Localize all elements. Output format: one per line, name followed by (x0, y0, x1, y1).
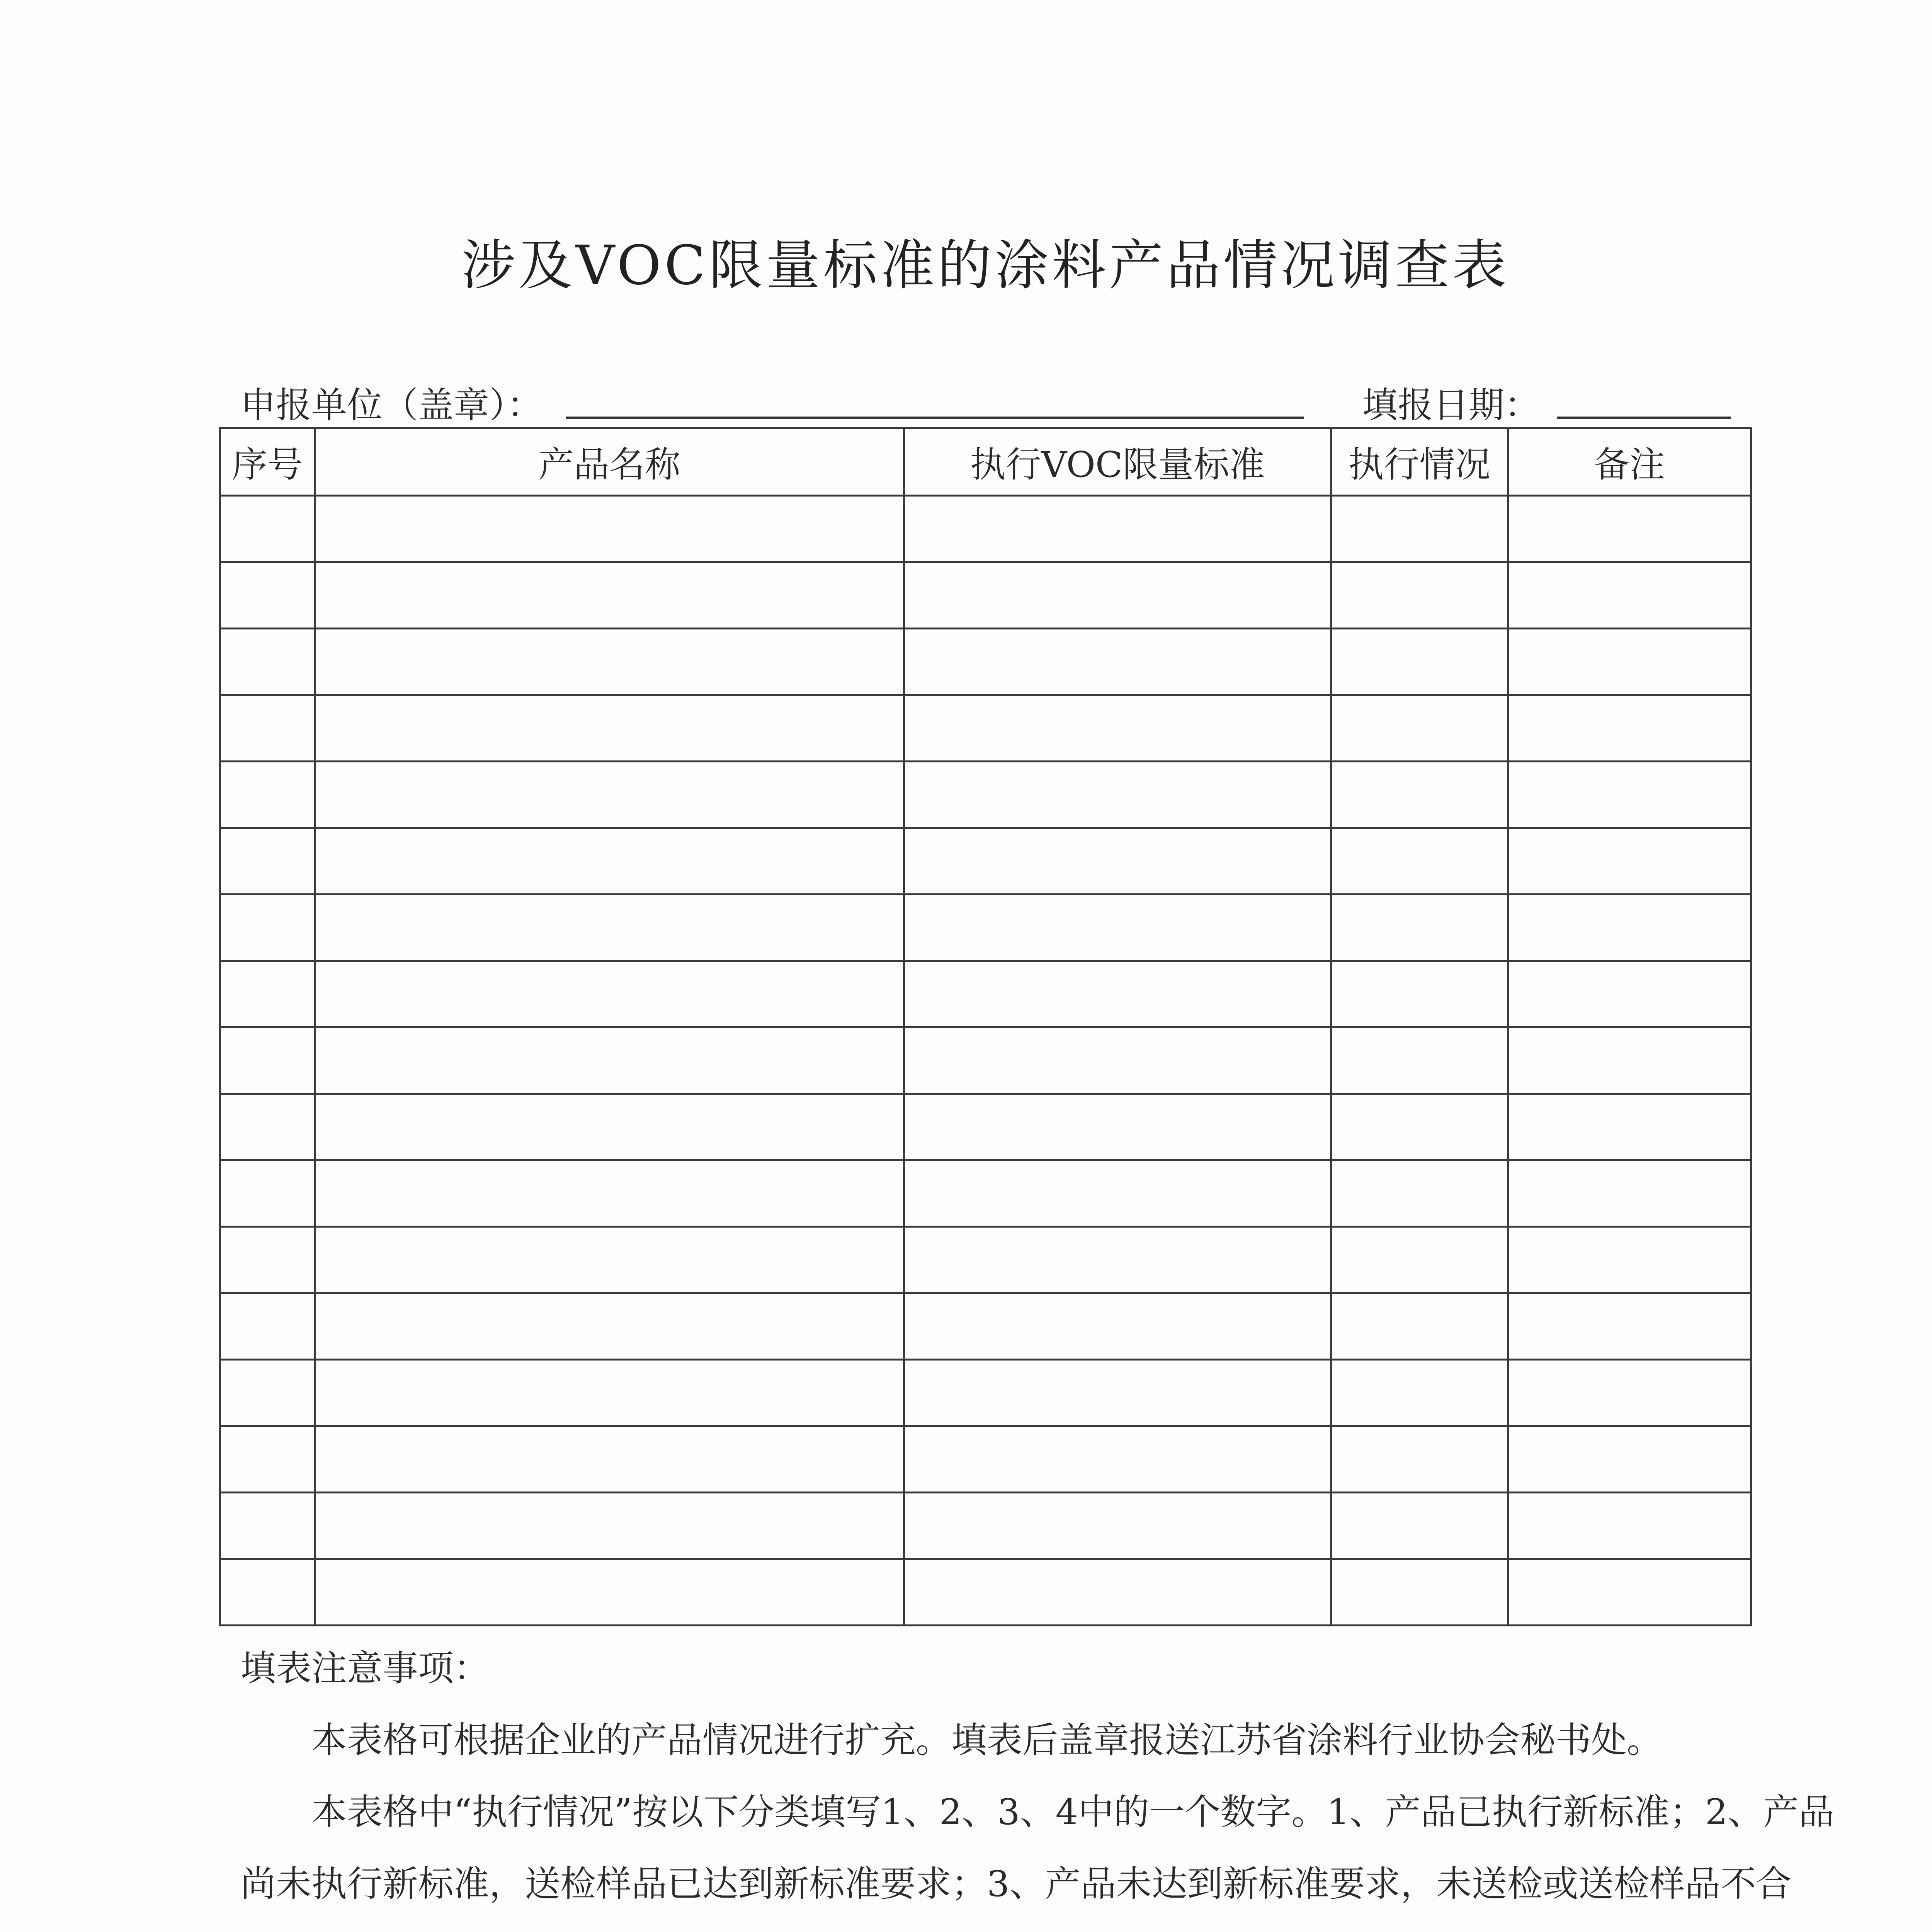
voc-standard-cell[interactable] (904, 1493, 1331, 1559)
remarks-cell[interactable] (1508, 562, 1751, 629)
serial-cell[interactable] (220, 1227, 315, 1293)
voc-standard-cell[interactable] (904, 1227, 1331, 1293)
serial-cell[interactable] (220, 1360, 315, 1426)
serial-cell[interactable] (220, 895, 315, 961)
remarks-cell[interactable] (1508, 762, 1751, 828)
voc-standard-cell[interactable] (904, 1426, 1331, 1493)
status-cell[interactable] (1331, 762, 1508, 828)
reporting-unit-line (566, 417, 1304, 419)
status-cell[interactable] (1331, 895, 1508, 961)
serial-cell[interactable] (220, 1493, 315, 1559)
product-name-cell[interactable] (315, 828, 904, 895)
status-cell[interactable] (1331, 496, 1508, 562)
voc-standard-cell[interactable] (904, 496, 1331, 562)
table-row (220, 961, 1751, 1027)
serial-cell[interactable] (220, 961, 315, 1027)
voc-standard-cell[interactable] (904, 1360, 1331, 1426)
remarks-cell[interactable] (1508, 1426, 1751, 1493)
product-name-cell[interactable] (315, 1559, 904, 1626)
serial-cell[interactable] (220, 562, 315, 629)
table-row (220, 828, 1751, 895)
status-cell[interactable] (1331, 1493, 1508, 1559)
table-row (220, 695, 1751, 762)
remarks-cell[interactable] (1508, 1227, 1751, 1293)
serial-cell[interactable] (220, 695, 315, 762)
status-cell[interactable] (1331, 828, 1508, 895)
note-paragraph: 本表格可根据企业的产品情况进行扩充。填表后盖章报送江苏省涂料行业协会秘书处。 (311, 1719, 1663, 1761)
remarks-cell[interactable] (1508, 1493, 1751, 1559)
product-name-cell[interactable] (315, 1160, 904, 1227)
table-header-row (220, 428, 1751, 496)
serial-cell[interactable] (220, 1027, 315, 1094)
voc-standard-cell[interactable] (904, 961, 1331, 1027)
remarks-cell[interactable] (1508, 1094, 1751, 1160)
serial-cell[interactable] (220, 1559, 315, 1626)
report-date-line (1557, 417, 1731, 419)
voc-standard-cell[interactable] (904, 629, 1331, 695)
table-row (220, 562, 1751, 629)
voc-standard-cell[interactable] (904, 695, 1331, 762)
serial-cell[interactable] (220, 1160, 315, 1227)
remarks-cell[interactable] (1508, 496, 1751, 562)
table-row (220, 895, 1751, 961)
serial-cell[interactable] (220, 1426, 315, 1493)
document-title: 涉及VOC限量标准的涂料产品情况调查表 (461, 234, 1510, 297)
remarks-cell[interactable] (1508, 895, 1751, 961)
table-row (220, 1426, 1751, 1493)
report-date-label: 填报日期： (1362, 384, 1540, 426)
product-name-cell[interactable] (315, 1293, 904, 1360)
survey-table (219, 427, 1752, 1626)
table-row (220, 1293, 1751, 1360)
remarks-cell[interactable] (1508, 961, 1751, 1027)
voc-standard-cell[interactable] (904, 562, 1331, 629)
serial-cell[interactable] (220, 496, 315, 562)
table-row (220, 1559, 1751, 1626)
table-body (220, 496, 1751, 1626)
status-cell[interactable] (1331, 1293, 1508, 1360)
notes-heading: 填表注意事项： (240, 1648, 490, 1689)
product-name-cell[interactable] (315, 1027, 904, 1094)
remarks-cell[interactable] (1508, 1160, 1751, 1227)
product-name-cell[interactable] (315, 762, 904, 828)
table-row (220, 1027, 1751, 1094)
status-cell[interactable] (1331, 562, 1508, 629)
remarks-cell[interactable] (1508, 1027, 1751, 1094)
product-name-cell[interactable] (315, 1426, 904, 1493)
voc-standard-cell[interactable] (904, 1027, 1331, 1094)
table-row (220, 1493, 1751, 1559)
status-cell[interactable] (1331, 1360, 1508, 1426)
table-row (220, 1160, 1751, 1227)
product-name-cell[interactable] (315, 1493, 904, 1559)
serial-cell[interactable] (220, 762, 315, 828)
serial-cell[interactable] (220, 629, 315, 695)
column-header-product-name: 产品名称 (315, 428, 904, 496)
product-name-cell[interactable] (315, 895, 904, 961)
status-cell[interactable] (1331, 1227, 1508, 1293)
product-name-cell[interactable] (315, 1360, 904, 1426)
voc-standard-cell[interactable] (904, 828, 1331, 895)
table-row (220, 1227, 1751, 1293)
column-header-serial: 序号 (220, 428, 315, 496)
column-header-remarks: 备注 (1508, 428, 1751, 496)
status-cell[interactable] (1331, 961, 1508, 1027)
remarks-cell[interactable] (1508, 695, 1751, 762)
serial-cell[interactable] (220, 1094, 315, 1160)
product-name-cell[interactable] (315, 961, 904, 1027)
status-cell[interactable] (1331, 1094, 1508, 1160)
table-row (220, 1360, 1751, 1426)
remarks-cell[interactable] (1508, 828, 1751, 895)
product-name-cell[interactable] (315, 629, 904, 695)
serial-cell[interactable] (220, 828, 315, 895)
column-header-voc-standard: 执行VOC限量标准 (904, 428, 1331, 496)
voc-standard-cell[interactable] (904, 762, 1331, 828)
serial-cell[interactable] (220, 1293, 315, 1360)
status-cell[interactable] (1331, 695, 1508, 762)
remarks-cell[interactable] (1508, 1360, 1751, 1426)
product-name-cell[interactable] (315, 1227, 904, 1293)
status-cell[interactable] (1331, 1559, 1508, 1626)
remarks-cell[interactable] (1508, 1559, 1751, 1626)
reporting-unit-label: 申报单位（盖章）： (240, 384, 543, 426)
column-header-status: 执行情况 (1331, 428, 1508, 496)
voc-standard-cell[interactable] (904, 1293, 1331, 1360)
filling-notes (240, 1633, 1844, 1932)
table-row (220, 762, 1751, 828)
product-name-cell[interactable] (315, 562, 904, 629)
voc-standard-cell[interactable] (904, 1160, 1331, 1227)
status-cell[interactable] (1331, 1160, 1508, 1227)
product-name-cell[interactable] (315, 1094, 904, 1160)
voc-standard-cell[interactable] (904, 1094, 1331, 1160)
status-cell[interactable] (1331, 629, 1508, 695)
remarks-cell[interactable] (1508, 629, 1751, 695)
status-cell[interactable] (1331, 1426, 1508, 1493)
product-name-cell[interactable] (315, 496, 904, 562)
table-row (220, 496, 1751, 562)
voc-standard-cell[interactable] (904, 1559, 1331, 1626)
product-name-cell[interactable] (315, 695, 904, 762)
remarks-cell[interactable] (1508, 1293, 1751, 1360)
status-cell[interactable] (1331, 1027, 1508, 1094)
note-paragraph: 本表格中“执行情况”按以下分类填写1、2、3、4中的一个数字。1、产品已执行新标准；2、产品尚未执行新标准，送检样品已达到新标准要求；3、产品未达到新标准要求，未送检或送检样品不合 (240, 1791, 1835, 1905)
voc-standard-cell[interactable] (904, 895, 1331, 961)
table-row (220, 1094, 1751, 1160)
table-row (220, 629, 1751, 695)
